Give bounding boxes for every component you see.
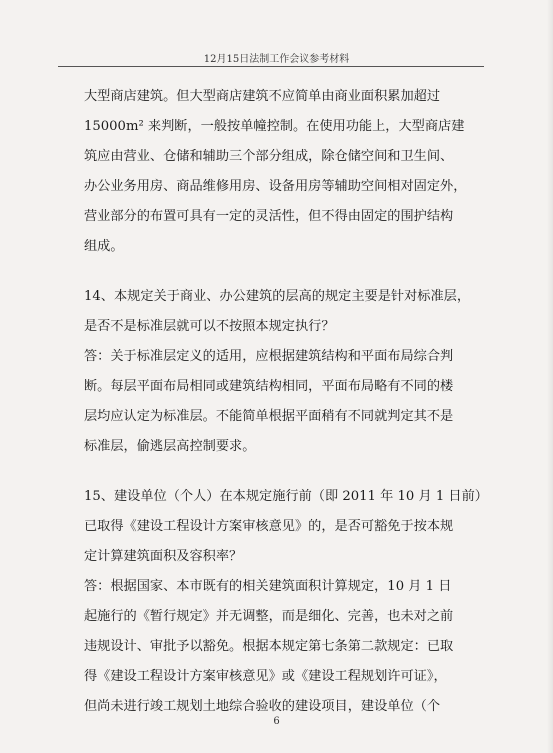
- intro-line: 筑应由营业、仓储和辅助三个部分组成，除仓储空间和卫生间、: [84, 149, 454, 164]
- answer-line: 起施行的《暂行规定》并无调整，而是细化、完善，也未对之前: [84, 609, 454, 624]
- answer-line: 断。每层平面布局相同或建筑结构相同，平面布局略有不同的楼: [84, 379, 454, 394]
- question-line: 定计算建筑面积及容积率？: [84, 549, 243, 564]
- header-divider: [58, 66, 484, 67]
- question-15: [84, 482, 488, 722]
- intro-line: 组成。: [84, 239, 124, 254]
- answer-line: 答：关于标准层定义的适用，应根据建筑结构和平面布局综合判: [84, 349, 454, 364]
- intro-line: 营业部分的布置可具有一定的灵活性，但不得由固定的围护结构: [84, 209, 454, 224]
- question-line: 是否不是标准层就可以不按照本规定执行？: [84, 319, 335, 334]
- page-header-title: 12月15日法制工作会议参考材料: [203, 54, 350, 65]
- intro-line: 大型商店建筑。但大型商店建筑不应简单由商业面积累加超过: [84, 89, 441, 104]
- answer-line: 层均应认定为标准层。不能简单根据平面稍有不同就判定其不是: [84, 409, 454, 424]
- question-line: 14、本规定关于商业、办公建筑的层高的规定主要是针对标准层，: [84, 289, 471, 304]
- paragraph-gap: [84, 262, 456, 282]
- intro-line: 办公业务用房、商品维修用房、设备用房等辅助空间相对固定外，: [84, 179, 467, 194]
- question-line: 15、建设单位（个人）在本规定施行前（即 2011 年 10 月 1 日前）: [84, 489, 488, 504]
- document-body: [84, 82, 488, 722]
- intro-line: 15000m² 来判断，一般按单幢控制。在使用功能上，大型商店建: [84, 119, 465, 134]
- intro-paragraph: [84, 82, 467, 262]
- answer-line: 答：根据国家、本市既有的相关建筑面积计算规定，10 月 1 日: [84, 579, 452, 594]
- answer-line: 违规设计、审批予以豁免。根据本规定第七条第二款规定：已取: [84, 639, 454, 654]
- answer-line: 标准层，偷逃层高控制要求。: [84, 439, 256, 454]
- question-line: 已取得《建设工程设计方案审核意见》的，是否可豁免于按本规: [84, 519, 454, 534]
- scan-edge-shadow: [547, 0, 553, 753]
- answer-line: 但尚未进行竣工规划土地综合验收的建设项目，建设单位（个: [84, 699, 441, 714]
- paragraph-gap: [84, 462, 456, 482]
- question-14: [84, 282, 471, 462]
- answer-line: 得《建设工程设计方案审核意见》或《建设工程规划许可证》，: [84, 669, 447, 684]
- page-number: 6: [273, 716, 280, 727]
